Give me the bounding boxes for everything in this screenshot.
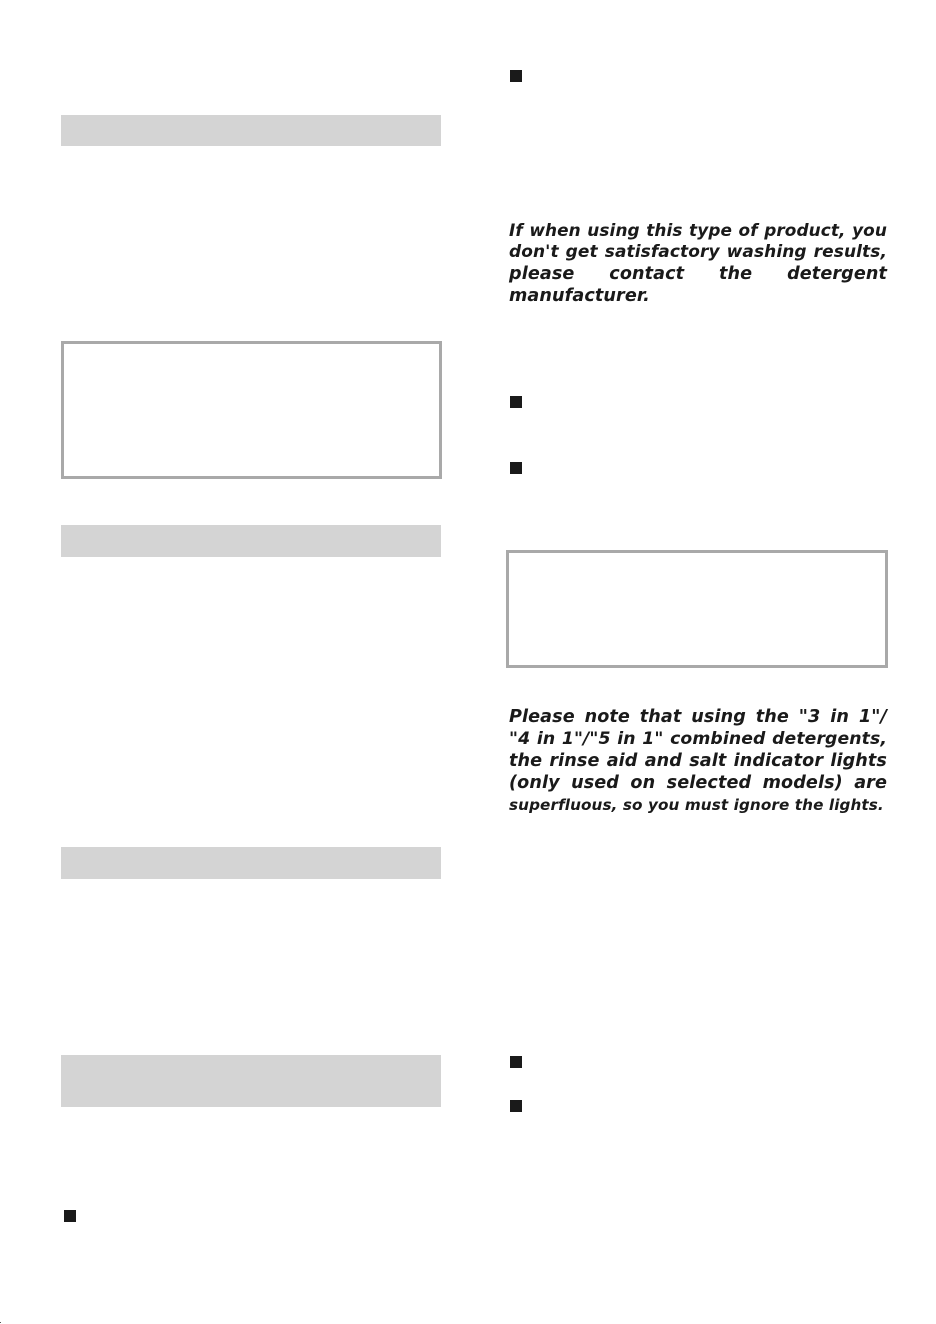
note-box-right bbox=[506, 550, 888, 668]
detergent-satisfaction-note bbox=[509, 219, 887, 307]
section-heading-band-1 bbox=[61, 115, 441, 146]
note-line: superfluous, so you must ignore the lights. bbox=[509, 796, 884, 814]
bullet-square-right-2 bbox=[510, 396, 522, 408]
note-line: please contact the detergent bbox=[509, 264, 887, 284]
note-line: the rinse aid and salt indicator lights bbox=[509, 751, 887, 771]
combined-detergents-note bbox=[509, 706, 887, 816]
bullet-square-right-3 bbox=[510, 462, 522, 474]
note-box-left bbox=[61, 341, 442, 479]
bullet-square-left-1 bbox=[64, 1210, 76, 1222]
note-line: don't get satisfactory washing results, bbox=[509, 242, 887, 262]
section-heading-band-2 bbox=[61, 525, 441, 557]
section-heading-band-4 bbox=[61, 1055, 441, 1107]
note-line: (only used on selected models) are bbox=[509, 773, 887, 793]
section-heading-band-3 bbox=[61, 847, 441, 879]
note-line: If when using this type of product, you bbox=[509, 220, 887, 240]
bullet-square-right-4 bbox=[510, 1056, 522, 1068]
note-line: manufacturer. bbox=[509, 286, 650, 306]
note-line: "4 in 1"/"5 in 1" combined detergents, bbox=[509, 729, 887, 749]
corner-mark bbox=[0, 1322, 1, 1323]
bullet-square-right-5 bbox=[510, 1100, 522, 1112]
bullet-square-right-1 bbox=[510, 70, 522, 82]
note-line: Please note that using the "3 in 1"/ bbox=[509, 707, 887, 727]
